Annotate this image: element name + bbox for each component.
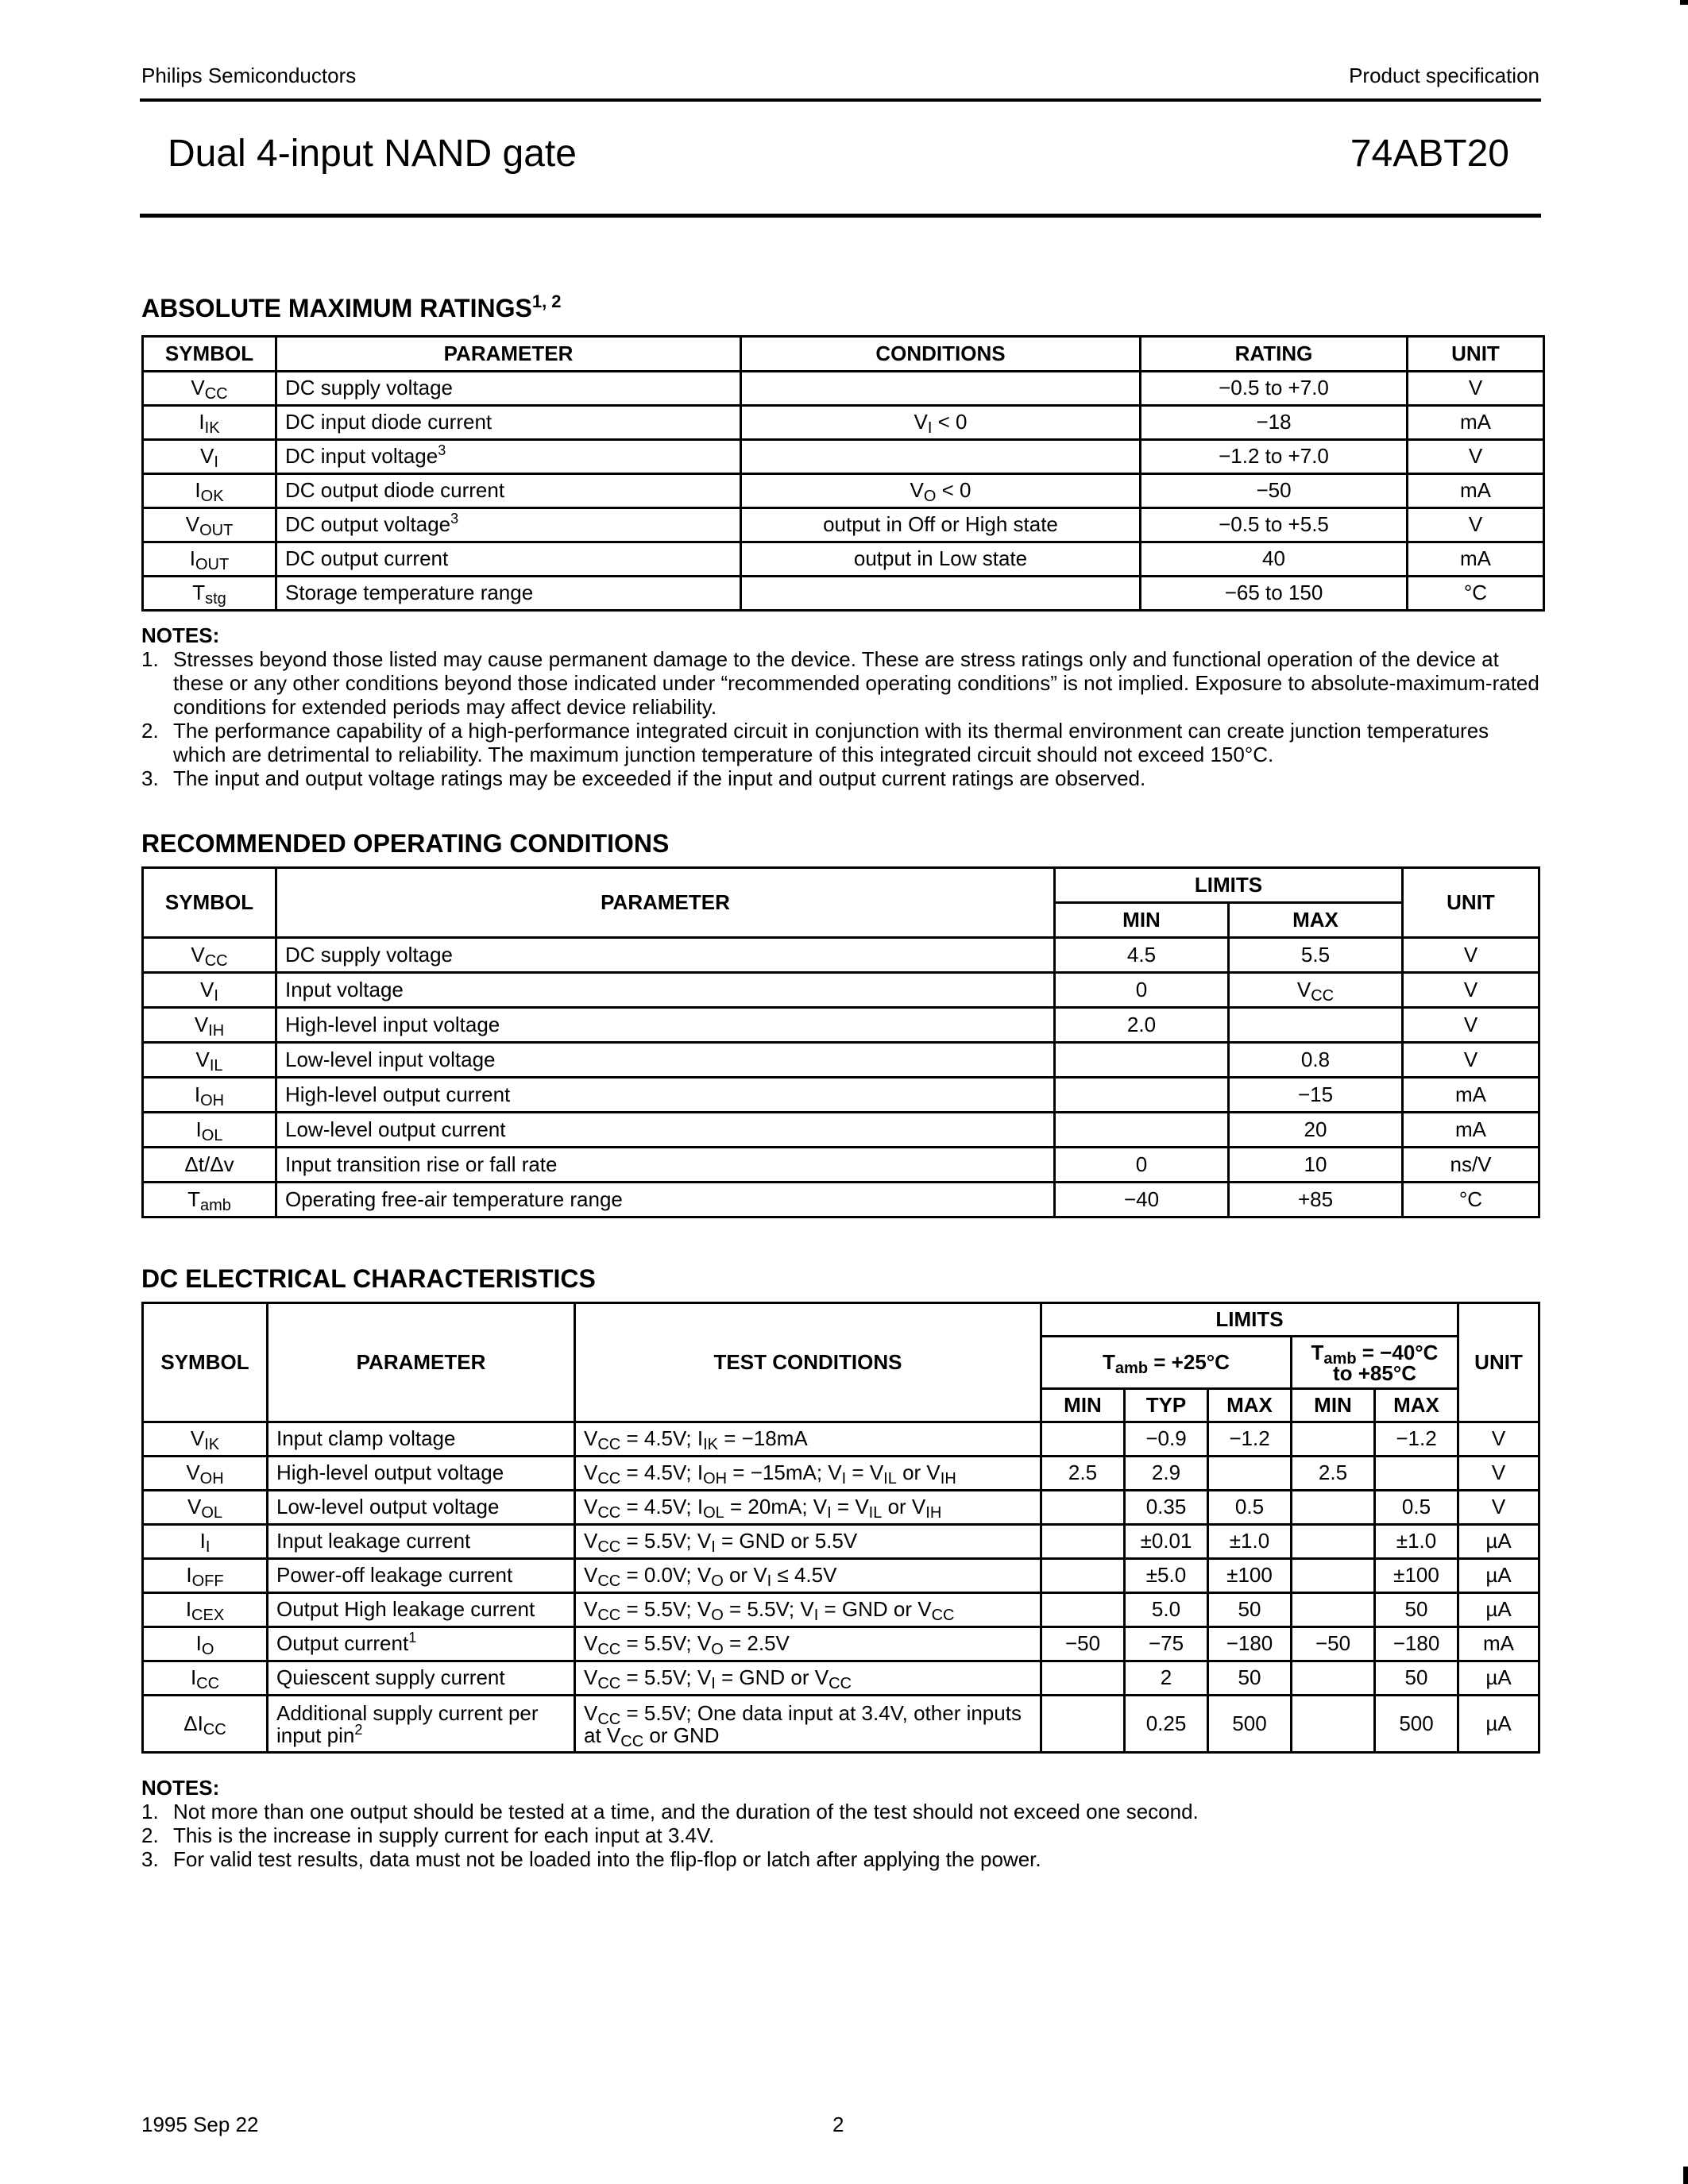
min1-cell: 2.5	[1041, 1457, 1125, 1491]
unit-cell: V	[1403, 973, 1539, 1008]
parameter-cell: Low-level output current	[276, 1113, 1055, 1148]
min-cell	[1055, 1113, 1229, 1148]
conditions-cell	[741, 372, 1141, 406]
table-row	[143, 1491, 1539, 1525]
parameter-cell: Output High leakage current	[268, 1593, 575, 1627]
note-text: Stresses beyond those listed may cause permanent damage to the device. These are stress ratings only and functional operation of the device at these or any other conditions beyond those indicated under “recommended operating conditions” is not implied. Exposure to absolute-maximum-rated conditions for extended periods may affect device reliability.	[173, 647, 1539, 719]
max1-cell: 50	[1208, 1661, 1292, 1696]
conditions-cell: output in Low state	[741, 542, 1141, 577]
symbol-cell: $V_{OH}$	[143, 1457, 268, 1491]
parameter-cell: DC output diode current	[276, 474, 741, 508]
min1-cell	[1041, 1525, 1125, 1559]
min-cell	[1055, 1078, 1229, 1113]
unit-cell: V	[1403, 938, 1539, 973]
unit-cell: mA	[1458, 1627, 1539, 1661]
amr-heading: ABSOLUTE MAXIMUM RATINGS$^{1, 2}$	[141, 291, 562, 322]
min-cell: 0	[1055, 1148, 1229, 1183]
parameter-cell: Quiescent supply current	[268, 1661, 575, 1696]
min2-cell	[1292, 1422, 1375, 1457]
col-typ-25c: TYP	[1125, 1389, 1208, 1422]
parameter-cell: Additional supply current per input pin$^2$	[268, 1696, 575, 1753]
table-row	[143, 1525, 1539, 1559]
table-row	[143, 1078, 1539, 1113]
rating-cell: −65 to 150	[1141, 577, 1408, 611]
parameter-cell: Input leakage current	[268, 1525, 575, 1559]
recommended-operating-conditions-table	[141, 866, 1540, 1218]
max1-cell: ±100	[1208, 1559, 1292, 1593]
max2-cell: 50	[1375, 1593, 1458, 1627]
max1-cell: 50	[1208, 1593, 1292, 1627]
col-symbol: SYMBOL	[143, 1303, 268, 1422]
symbol-cell: $I_{OH}$	[143, 1078, 276, 1113]
table-row	[143, 542, 1544, 577]
part-number: 74ABT20	[1350, 133, 1509, 175]
max2-cell	[1375, 1457, 1458, 1491]
unit-cell: °C	[1408, 577, 1544, 611]
symbol-cell: $I_{OL}$	[143, 1113, 276, 1148]
table-row	[143, 1457, 1539, 1491]
min2-cell	[1292, 1559, 1375, 1593]
max-cell: +85	[1229, 1183, 1403, 1217]
min2-cell	[1292, 1525, 1375, 1559]
dc-electrical-characteristics-table	[141, 1302, 1540, 1754]
max-cell: 10	[1229, 1148, 1403, 1183]
symbol-cell: $V_{IL}$	[143, 1043, 276, 1078]
max1-cell	[1208, 1457, 1292, 1491]
conditions-cell	[741, 440, 1141, 474]
symbol-cell: $I_{OFF}$	[143, 1559, 268, 1593]
note-text: The input and output voltage ratings may be exceeded if the input and output current ratings are observed.	[173, 766, 1146, 790]
parameter-cell: Operating free-air temperature range	[276, 1183, 1055, 1217]
table-row	[143, 973, 1539, 1008]
max2-cell: −1.2	[1375, 1422, 1458, 1457]
symbol-cell: $V_{CC}$	[143, 938, 276, 973]
max2-cell: −180	[1375, 1627, 1458, 1661]
unit-cell: µA	[1458, 1661, 1539, 1696]
column-header: PARAMETER	[276, 337, 741, 372]
symbol-cell: $V_{OUT}$	[143, 508, 276, 542]
min2-cell	[1292, 1696, 1375, 1753]
table-row	[143, 577, 1544, 611]
unit-cell: µA	[1458, 1696, 1539, 1753]
unit-cell: µA	[1458, 1525, 1539, 1559]
unit-cell: µA	[1458, 1559, 1539, 1593]
table-row	[143, 1627, 1539, 1661]
unit-cell: °C	[1403, 1183, 1539, 1217]
table-row	[143, 1183, 1539, 1217]
max1-cell: ±1.0	[1208, 1525, 1292, 1559]
symbol-cell: $I_{CEX}$	[143, 1593, 268, 1627]
note-item	[141, 1800, 1539, 1823]
max1-cell: 500	[1208, 1696, 1292, 1753]
rating-cell: −0.5 to +5.5	[1141, 508, 1408, 542]
footer-date: 1995 Sep 22	[141, 2113, 259, 2136]
parameter-cell: Low-level output voltage	[268, 1491, 575, 1525]
min2-cell: −50	[1292, 1627, 1375, 1661]
max-cell: 0.8	[1229, 1043, 1403, 1078]
col-max-range: MAX	[1375, 1389, 1458, 1422]
symbol-cell: $V_{CC}$	[143, 372, 276, 406]
table-row	[143, 1559, 1539, 1593]
header-rule	[140, 98, 1541, 102]
symbol-cell: $V_I$	[143, 440, 276, 474]
conditions-cell: $V_I < 0$	[741, 406, 1141, 440]
symbol-cell: Δt/Δv	[143, 1148, 276, 1183]
conditions-cell: $V_O < 0$	[741, 474, 1141, 508]
parameter-cell: Input voltage	[276, 973, 1055, 1008]
test-conditions-cell: $V_{CC} = 4.5V$; $I_{IK} = -18mA$	[575, 1422, 1041, 1457]
min-cell: 2.0	[1055, 1008, 1229, 1043]
table-row	[143, 508, 1544, 542]
min1-cell: −50	[1041, 1627, 1125, 1661]
symbol-cell: $I_{CC}$	[143, 1661, 268, 1696]
crop-mark	[1680, 0, 1688, 5]
typ-cell: 5.0	[1125, 1593, 1208, 1627]
note-number: 1.	[141, 647, 159, 671]
unit-cell: V	[1458, 1422, 1539, 1457]
max1-cell: 0.5	[1208, 1491, 1292, 1525]
column-header: UNIT	[1408, 337, 1544, 372]
max2-cell: ±1.0	[1375, 1525, 1458, 1559]
max2-cell: 0.5	[1375, 1491, 1458, 1525]
note-item	[141, 766, 1539, 790]
symbol-cell: $T_{amb}$	[143, 1183, 276, 1217]
test-conditions-cell: $V_{CC} = 5.5V$; One data input at 3.4V, other inputs at $V_{CC}$ or GND	[575, 1696, 1041, 1753]
parameter-cell: DC output voltage$^3$	[276, 508, 741, 542]
unit-cell: mA	[1408, 406, 1544, 440]
test-conditions-cell: $V_{CC} = 5.5V$; $V_I$ = GND or $V_{CC}$	[575, 1661, 1041, 1696]
note-item	[141, 1823, 1539, 1847]
unit-cell: mA	[1408, 474, 1544, 508]
col-min: MIN	[1055, 903, 1229, 938]
table-row	[143, 1113, 1539, 1148]
col-max: MAX	[1229, 903, 1403, 938]
parameter-cell: Output current$^1$	[268, 1627, 575, 1661]
conditions-cell: output in Off or High state	[741, 508, 1141, 542]
unit-cell: mA	[1408, 542, 1544, 577]
min-cell	[1055, 1043, 1229, 1078]
table-row	[143, 1696, 1539, 1753]
max-cell	[1229, 1008, 1403, 1043]
table-row	[143, 1043, 1539, 1078]
roc-heading: RECOMMENDED OPERATING CONDITIONS	[141, 829, 670, 858]
parameter-cell: Storage temperature range	[276, 577, 741, 611]
company-name: Philips Semiconductors	[141, 64, 357, 87]
table-row	[143, 938, 1539, 973]
note-item	[141, 647, 1539, 719]
column-header: RATING	[1141, 337, 1408, 372]
col-unit: UNIT	[1403, 868, 1539, 938]
table-row	[143, 406, 1544, 440]
notes-heading: NOTES:	[141, 1776, 220, 1800]
col-max-25c: MAX	[1208, 1389, 1292, 1422]
symbol-cell: $I_{OK}$	[143, 474, 276, 508]
symbol-cell: $T_{stg}$	[143, 577, 276, 611]
max2-cell: 500	[1375, 1696, 1458, 1753]
test-conditions-cell: $V_{CC} = 5.5V$; $V_O = 2.5V$	[575, 1627, 1041, 1661]
note-item	[141, 1847, 1539, 1871]
column-header: SYMBOL	[143, 337, 276, 372]
max2-cell: ±100	[1375, 1559, 1458, 1593]
unit-cell: mA	[1403, 1113, 1539, 1148]
test-conditions-cell: $V_{CC} = 4.5V$; $I_{OH} = -15mA$; $V_I = V_{IL}$ or $V_{IH}$	[575, 1457, 1041, 1491]
min-cell: 0	[1055, 973, 1229, 1008]
note-number: 1.	[141, 1800, 159, 1823]
symbol-cell: $\Delta I_{CC}$	[143, 1696, 268, 1753]
symbol-cell: $I_{OUT}$	[143, 542, 276, 577]
note-number: 3.	[141, 1847, 159, 1871]
min1-cell	[1041, 1559, 1125, 1593]
rating-cell: 40	[1141, 542, 1408, 577]
note-number: 2.	[141, 1823, 159, 1847]
typ-cell: −75	[1125, 1627, 1208, 1661]
note-number: 2.	[141, 719, 159, 743]
column-header: CONDITIONS	[741, 337, 1141, 372]
parameter-cell: Input clamp voltage	[268, 1422, 575, 1457]
min1-cell	[1041, 1422, 1125, 1457]
min-cell: −40	[1055, 1183, 1229, 1217]
min2-cell	[1292, 1661, 1375, 1696]
col-unit: UNIT	[1458, 1303, 1539, 1422]
min2-cell	[1292, 1593, 1375, 1627]
parameter-cell: Power-off leakage current	[268, 1559, 575, 1593]
unit-cell: ns/V	[1403, 1148, 1539, 1183]
unit-cell: mA	[1403, 1078, 1539, 1113]
page-number: 2	[832, 2113, 844, 2136]
table-row	[143, 1148, 1539, 1183]
unit-cell: V	[1408, 440, 1544, 474]
col-symbol: SYMBOL	[143, 868, 276, 938]
symbol-cell: $V_{IH}$	[143, 1008, 276, 1043]
symbol-cell: $V_I$	[143, 973, 276, 1008]
max2-cell: 50	[1375, 1661, 1458, 1696]
min2-cell: 2.5	[1292, 1457, 1375, 1491]
min1-cell	[1041, 1696, 1125, 1753]
parameter-cell: High-level output current	[276, 1078, 1055, 1113]
unit-cell: V	[1408, 372, 1544, 406]
max1-cell: −180	[1208, 1627, 1292, 1661]
note-text: For valid test results, data must not be loaded into the flip-flop or latch after applying the power.	[173, 1847, 1041, 1871]
typ-cell: −0.9	[1125, 1422, 1208, 1457]
min-cell: 4.5	[1055, 938, 1229, 973]
document-type: Product specification	[1349, 64, 1539, 87]
parameter-cell: DC supply voltage	[276, 372, 741, 406]
min2-cell	[1292, 1491, 1375, 1525]
col-parameter: PARAMETER	[276, 868, 1055, 938]
parameter-cell: DC supply voltage	[276, 938, 1055, 973]
parameter-cell: Input transition rise or fall rate	[276, 1148, 1055, 1183]
col-min-25c: MIN	[1041, 1389, 1125, 1422]
max1-cell: −1.2	[1208, 1422, 1292, 1457]
note-text: This is the increase in supply current for each input at 3.4V.	[173, 1823, 715, 1847]
parameter-cell: DC output current	[276, 542, 741, 577]
test-conditions-cell: $V_{CC} = 0.0V$; $V_O$ or $V_I \le 4.5V$	[575, 1559, 1041, 1593]
absolute-maximum-ratings-table	[141, 335, 1545, 612]
parameter-cell: Low-level input voltage	[276, 1043, 1055, 1078]
symbol-cell: $I_{IK}$	[143, 406, 276, 440]
note-text: The performance capability of a high-performance integrated circuit in conjunction with its thermal environment can create junction temperatures which are detrimental to reliability. The maximum junction temperature of this integrated circuit should not exceed 150°C.	[173, 719, 1489, 766]
unit-cell: µA	[1458, 1593, 1539, 1627]
test-conditions-cell: $V_{CC} = 5.5V$; $V_O = 5.5V$; $V_I$ = GND or $V_{CC}$	[575, 1593, 1041, 1627]
note-item	[141, 719, 1539, 766]
amr-notes	[141, 623, 1539, 790]
symbol-cell: $V_{OL}$	[143, 1491, 268, 1525]
typ-cell: ±0.01	[1125, 1525, 1208, 1559]
parameter-cell: DC input voltage$^3$	[276, 440, 741, 474]
min1-cell	[1041, 1593, 1125, 1627]
rating-cell: −0.5 to +7.0	[1141, 372, 1408, 406]
notes-heading: NOTES:	[141, 623, 220, 647]
col-test-conditions: TEST CONDITIONS	[575, 1303, 1041, 1422]
typ-cell: 0.25	[1125, 1696, 1208, 1753]
title-rule	[140, 214, 1541, 218]
table-row	[143, 474, 1544, 508]
dc-heading: DC ELECTRICAL CHARACTERISTICS	[141, 1264, 596, 1293]
table-row	[143, 440, 1544, 474]
table-row	[143, 1422, 1539, 1457]
max-cell: $V_{CC}$	[1229, 973, 1403, 1008]
unit-cell: V	[1458, 1491, 1539, 1525]
unit-cell: V	[1408, 508, 1544, 542]
col-group-range: $T_{amb} = -40^\circ C$ to +85°C	[1292, 1337, 1458, 1389]
typ-cell: 0.35	[1125, 1491, 1208, 1525]
min1-cell	[1041, 1661, 1125, 1696]
crop-mark	[1683, 2167, 1688, 2184]
col-limits: LIMITS	[1055, 868, 1403, 903]
col-parameter: PARAMETER	[268, 1303, 575, 1422]
typ-cell: ±5.0	[1125, 1559, 1208, 1593]
parameter-cell: DC input diode current	[276, 406, 741, 440]
table-header-row	[143, 337, 1544, 372]
min1-cell	[1041, 1491, 1125, 1525]
rating-cell: −18	[1141, 406, 1408, 440]
col-min-range: MIN	[1292, 1389, 1375, 1422]
rating-cell: −1.2 to +7.0	[1141, 440, 1408, 474]
parameter-cell: High-level output voltage	[268, 1457, 575, 1491]
note-number: 3.	[141, 766, 159, 790]
symbol-cell: $I_I$	[143, 1525, 268, 1559]
page-title: Dual 4-input NAND gate	[168, 133, 577, 175]
typ-cell: 2.9	[1125, 1457, 1208, 1491]
unit-cell: V	[1403, 1043, 1539, 1078]
unit-cell: V	[1458, 1457, 1539, 1491]
typ-cell: 2	[1125, 1661, 1208, 1696]
parameter-cell: High-level input voltage	[276, 1008, 1055, 1043]
rating-cell: −50	[1141, 474, 1408, 508]
col-limits: LIMITS	[1041, 1303, 1458, 1337]
note-text: Not more than one output should be tested at a time, and the duration of the test should not exceed one second.	[173, 1800, 1199, 1823]
symbol-cell: $I_O$	[143, 1627, 268, 1661]
col-group-25c: $T_{amb} = +25^\circ C$	[1041, 1337, 1292, 1389]
test-conditions-cell: $V_{CC} = 4.5V$; $I_{OL} = 20mA$; $V_I = V_{IL}$ or $V_{IH}$	[575, 1491, 1041, 1525]
unit-cell: V	[1403, 1008, 1539, 1043]
max-cell: 20	[1229, 1113, 1403, 1148]
dc-notes	[141, 1776, 1539, 1871]
table-row	[143, 1008, 1539, 1043]
max-cell: −15	[1229, 1078, 1403, 1113]
test-conditions-cell: $V_{CC} = 5.5V$; $V_I$ = GND or 5.5V	[575, 1525, 1041, 1559]
table-row	[143, 372, 1544, 406]
table-row	[143, 1593, 1539, 1627]
conditions-cell	[741, 577, 1141, 611]
max-cell: 5.5	[1229, 938, 1403, 973]
symbol-cell: $V_{IK}$	[143, 1422, 268, 1457]
table-row	[143, 1661, 1539, 1696]
